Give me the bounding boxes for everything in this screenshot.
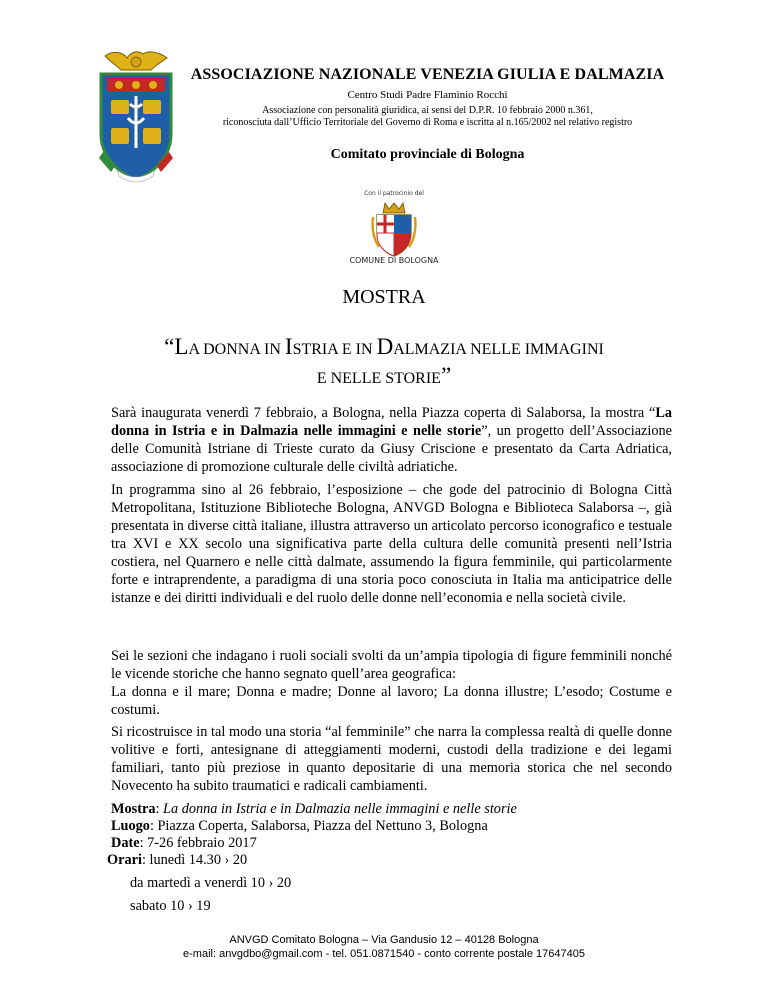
info-label: Luogo [111, 818, 150, 834]
title-part: D [376, 334, 394, 359]
info-mostra: Mostra: La donna in Istria e in Dalmazia nelle immagini e nelle storie [111, 801, 517, 817]
title-part: L [174, 334, 189, 359]
patronage-text: Con il patrocinio del [364, 190, 424, 197]
info-date [111, 835, 257, 852]
title-quote-open: “ [164, 334, 175, 359]
committee-title: Comitato provinciale di Bologna [330, 147, 525, 162]
footer-address: ANVGD Comitato Bologna – Via Gandusio 12 – 40128 Bologna [229, 934, 539, 946]
org-legal-line-2: riconosciuta dall’Ufficio Territoriale del Governo di Roma e iscritta al n.165/2002 nel relativo registro [222, 117, 633, 128]
footer-contacts: e-mail: anvgdbo@gmail.com - tel. 051.0871540 - conto corrente postale 17647405 [183, 948, 585, 960]
org-name: ASSOCIAZIONE NAZIONALE VENEZIA GIULIA E DALMAZIA [190, 66, 665, 83]
title-part: I [284, 334, 293, 359]
paragraph-story: Si ricostruisce in tal modo una storia “al femminile” che narra la complessa realtà di quelle donne volitive e forti, antesignane di atteggiamenti moderni, custodi della tradizione e dei legami familiari, tanto più preziose in quanto depositarie di una memoria storica che nel secondo Novecento ha subito traumatici e radicali cambiamenti. [111, 724, 672, 794]
anvgd-crest-icon [97, 48, 175, 183]
info-value: : lunedì 14.30 › 20 [141, 852, 248, 868]
event-title-line-2 [60, 363, 708, 389]
title-part: ALMAZIA NELLE IMMAGINI [393, 341, 604, 358]
title-part: A DONNA IN [188, 341, 285, 358]
info-orari-saturday: sabato 10 › 19 [130, 898, 211, 914]
text: ”, un progetto dell’Associazione delle Comunità Istriane di Trieste curato da Giusy Criscione e presentato da Carta Adriatica, associazione di promozione culturale delle civiltà adriatiche. [111, 423, 672, 475]
title-part: E NELLE STORIE [316, 370, 441, 387]
text: Sei le sezioni che indagano i ruoli sociali svolti da un’ampia tipologia di figure femminili nonché le vicende storiche che hanno segnato quell’area geografica: [111, 648, 672, 682]
title-quote-close: ” [440, 363, 452, 388]
text: Sarà inaugurata venerdì 7 febbraio, a Bologna, nella Piazza coperta di Salaborsa, la mostra “ [111, 405, 656, 421]
info-label: Mostra [111, 801, 156, 817]
info-orari [107, 852, 247, 869]
paragraph-sections [111, 647, 672, 719]
title-part: STRIA E IN [292, 341, 377, 358]
org-legal-line-1: Associazione con personalità giuridica, ai sensi del D.P.R. 10 febbraio 2000 n.361, [262, 105, 593, 116]
event-type: MOSTRA [342, 286, 426, 308]
info-label: Date [111, 835, 140, 851]
info-value: La donna in Istria e in Dalmazia nelle immagini e nelle storie [163, 801, 517, 817]
info-value: : 7-26 febbraio 2017 [139, 835, 257, 851]
bologna-crest-icon [371, 201, 417, 257]
comune-name: COMUNE DI BOLOGNA [349, 256, 439, 265]
info-value: : Piazza Coperta, Salaborsa, Piazza del Nettuno 3, Bologna [149, 818, 488, 834]
info-label: Orari [107, 852, 142, 868]
info-luogo [111, 818, 488, 835]
sections-list: La donna e il mare; Donna e madre; Donne al lavoro; La donna illustre; L’esodo; Costume e costumi. [111, 684, 672, 718]
event-title-line-1 [60, 334, 708, 360]
paragraph-intro [111, 404, 672, 476]
paragraph-program: In programma sino al 26 febbraio, l’esposizione – che gode del patrocinio di Bologna Città Metropolitana, Istituzione Biblioteche Bologna, ANVGD Bologna e Biblioteca Salaborsa –, già presentata in diverse città italiane, illustra attraverso un articolato percorso iconografico e testuale tra XVI e XX secolo una significativa parte della cultura delle comunità presenti nell’Istria costiera, nel Quarnero e nelle città dalmate, assumendo la figura femminile, qui particolarmente forte e intraprendente, a paradigma di una storia poco conosciuta in Italia ma anticipatrice delle istanze e dei diritti individuali e del ruolo delle donne nell’economia e nella società civile. [111, 482, 672, 606]
info-orari-weekdays: da martedì a venerdì 10 › 20 [130, 875, 292, 891]
org-subtitle: Centro Studi Padre Flaminio Rocchi [347, 89, 508, 101]
exhibition-title-bold: La donna in Istria e in Dalmazia nelle immagini e nelle storie [111, 405, 672, 439]
